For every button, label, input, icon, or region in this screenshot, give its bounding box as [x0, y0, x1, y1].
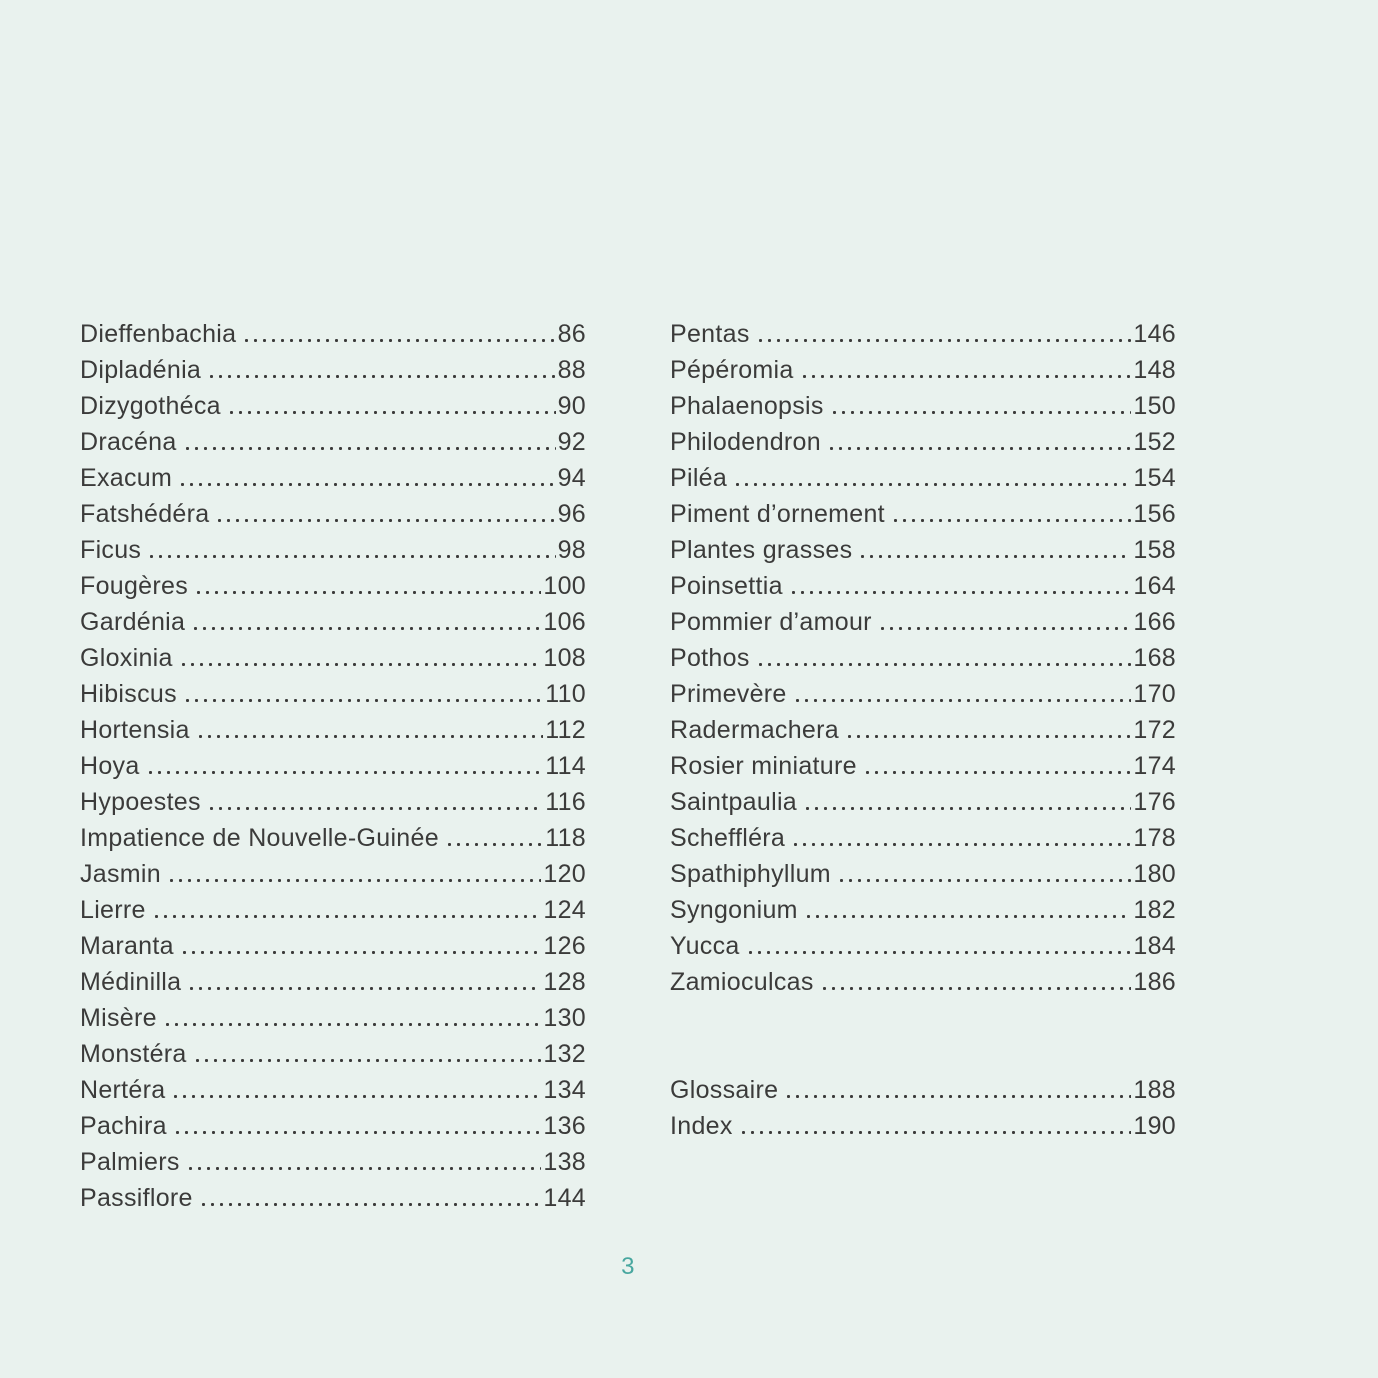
dot-leader: [174, 1095, 541, 1098]
dot-leader: [182, 663, 542, 666]
toc-entry: [80, 572, 586, 608]
dot-leader: [792, 591, 1132, 594]
toc-entry-label: Primevère: [670, 680, 787, 708]
toc-entry-page: 94: [557, 464, 586, 492]
toc-entry: [670, 1076, 1176, 1112]
dot-leader: [866, 771, 1132, 774]
dot-leader: [848, 735, 1131, 738]
toc-entry: [670, 860, 1176, 896]
toc-entry-page: 148: [1133, 356, 1176, 384]
dot-leader: [176, 1131, 542, 1134]
toc-entry: [670, 536, 1176, 572]
toc-entry-page: 96: [557, 500, 586, 528]
toc-entry-label: Scheffléra: [670, 824, 786, 852]
toc-entry-page: 158: [1133, 536, 1176, 564]
toc-entry-label: Phalaenopsis: [670, 392, 824, 420]
dot-leader: [759, 339, 1132, 342]
dot-leader: [183, 951, 542, 954]
dot-leader: [894, 519, 1131, 522]
toc-entry: [80, 788, 586, 824]
toc-entry-page: 124: [543, 896, 586, 924]
toc-entry-page: 92: [557, 428, 586, 456]
dot-leader: [197, 591, 541, 594]
toc-entry-label: Saintpaulia: [670, 788, 798, 816]
toc-entry: [80, 356, 586, 392]
toc-column-left: [80, 320, 586, 1220]
toc-entry: [670, 716, 1176, 752]
toc-entry: [80, 932, 586, 968]
toc-column-right: [670, 320, 1176, 1220]
toc-entry: [670, 752, 1176, 788]
toc-entry-page: 154: [1133, 464, 1176, 492]
toc-entry-label: Ficus: [80, 536, 142, 564]
dot-leader: [194, 627, 541, 630]
toc-entry-page: 168: [1133, 644, 1176, 672]
dot-leader: [166, 1023, 542, 1026]
toc-entry-label: Jasmin: [80, 860, 161, 888]
dot-leader: [186, 447, 556, 450]
toc-entry-page: 108: [543, 644, 586, 672]
dot-leader: [807, 915, 1132, 918]
toc-entry: [670, 320, 1176, 356]
toc-entry: [670, 896, 1176, 932]
dot-leader: [155, 915, 542, 918]
dot-leader: [190, 987, 541, 990]
toc-entry: [80, 752, 586, 788]
toc-entry-label: Pépéromia: [670, 356, 794, 384]
toc-content: [80, 320, 1176, 1220]
toc-entry-page: 128: [543, 968, 586, 996]
toc-entry-label: Spathiphyllum: [670, 860, 831, 888]
toc-entry-page: 180: [1133, 860, 1176, 888]
toc-entry-label: Pentas: [670, 320, 750, 348]
toc-entry-page: 184: [1133, 932, 1176, 960]
toc-entry: [80, 1112, 586, 1148]
toc-entry-page: 150: [1133, 392, 1176, 420]
dot-leader: [796, 699, 1132, 702]
dot-leader: [202, 1203, 542, 1206]
dot-leader: [218, 519, 555, 522]
dot-leader: [833, 411, 1132, 414]
toc-entry-page: 136: [543, 1112, 586, 1140]
toc-entry: [670, 500, 1176, 536]
toc-entry: [80, 680, 586, 716]
toc-entry-page: 178: [1133, 824, 1176, 852]
toc-right-entries: [670, 320, 1176, 1004]
toc-entry-label: Glossaire: [670, 1076, 779, 1104]
toc-entry-page: 118: [545, 824, 586, 852]
toc-entry-page: 130: [543, 1004, 586, 1032]
toc-entry-page: 100: [543, 572, 586, 600]
toc-entry-label: Dipladénia: [80, 356, 202, 384]
toc-entry-label: Passiflore: [80, 1184, 193, 1212]
toc-entry-label: Fatshédéra: [80, 500, 210, 528]
dot-leader: [448, 843, 543, 846]
toc-back-matter: [670, 1076, 1176, 1148]
dot-leader: [806, 807, 1131, 810]
toc-entry-label: Hoya: [80, 752, 140, 780]
toc-entry-label: Hypoestes: [80, 788, 201, 816]
toc-entry-label: Index: [670, 1112, 733, 1140]
toc-entry: [80, 824, 586, 860]
toc-entry-label: Pommier d’amour: [670, 608, 872, 636]
toc-entry-label: Syngonium: [670, 896, 798, 924]
toc-entry-label: Impatience de Nouvelle-Guinée: [80, 824, 439, 852]
toc-entry: [80, 860, 586, 896]
dot-leader: [749, 951, 1132, 954]
toc-entry-page: 176: [1133, 788, 1176, 816]
toc-entry-label: Dieffenbachia: [80, 320, 237, 348]
dot-leader: [186, 699, 543, 702]
toc-entry-page: 126: [543, 932, 586, 960]
toc-entry-page: 170: [1133, 680, 1176, 708]
toc-entry-page: 146: [1133, 320, 1176, 348]
toc-entry-page: 110: [545, 680, 586, 708]
toc-entry-page: 112: [545, 716, 586, 744]
toc-entry: [80, 1148, 586, 1184]
toc-entry-page: 114: [545, 752, 586, 780]
dot-leader: [736, 483, 1131, 486]
toc-entry-page: 182: [1133, 896, 1176, 924]
toc-entry: [80, 644, 586, 680]
toc-entry: [80, 1040, 586, 1076]
toc-entry: [670, 608, 1176, 644]
toc-entry-page: 166: [1133, 608, 1176, 636]
toc-entry-page: 138: [543, 1148, 586, 1176]
dot-leader: [245, 339, 555, 342]
toc-entry-label: Nertéra: [80, 1076, 166, 1104]
toc-entry: [670, 644, 1176, 680]
dot-leader: [794, 843, 1131, 846]
toc-entry-label: Gloxinia: [80, 644, 173, 672]
toc-entry-label: Exacum: [80, 464, 173, 492]
toc-entry-page: 188: [1133, 1076, 1176, 1104]
toc-entry-page: 98: [557, 536, 586, 564]
toc-entry: [670, 932, 1176, 968]
dot-leader: [787, 1095, 1131, 1098]
dot-leader: [742, 1131, 1132, 1134]
toc-entry: [670, 392, 1176, 428]
dot-leader: [199, 735, 544, 738]
toc-entry-page: 152: [1133, 428, 1176, 456]
dot-leader: [210, 375, 555, 378]
toc-entry-page: 174: [1133, 752, 1176, 780]
toc-entry: [80, 716, 586, 752]
toc-entry-label: Rosier miniature: [670, 752, 857, 780]
toc-entry: [80, 536, 586, 572]
toc-entry-label: Dracéna: [80, 428, 177, 456]
toc-entry-label: Lierre: [80, 896, 146, 924]
toc-entry-page: 144: [543, 1184, 586, 1212]
toc-entry-page: 164: [1133, 572, 1176, 600]
toc-entry: [670, 680, 1176, 716]
toc-entry: [670, 788, 1176, 824]
dot-leader: [861, 555, 1131, 558]
toc-entry-page: 190: [1133, 1112, 1176, 1140]
toc-entry-label: Fougères: [80, 572, 189, 600]
toc-entry-label: Palmiers: [80, 1148, 180, 1176]
toc-entry: [80, 320, 586, 356]
toc-entry: [80, 896, 586, 932]
toc-entry-label: Pachira: [80, 1112, 167, 1140]
toc-entry-page: 106: [543, 608, 586, 636]
toc-entry-label: Médinilla: [80, 968, 182, 996]
toc-entry-label: Philodendron: [670, 428, 821, 456]
toc-entry: [80, 464, 586, 500]
toc-entry: [670, 1112, 1176, 1148]
toc-entry-label: Yucca: [670, 932, 740, 960]
toc-entry-label: Maranta: [80, 932, 174, 960]
toc-entry: [670, 428, 1176, 464]
toc-entry-label: Dizygothéca: [80, 392, 221, 420]
toc-entry-page: 172: [1133, 716, 1176, 744]
toc-entry: [670, 968, 1176, 1004]
dot-leader: [759, 663, 1132, 666]
dot-leader: [803, 375, 1132, 378]
toc-entry-page: 116: [545, 788, 586, 816]
toc-entry: [670, 464, 1176, 500]
toc-entry-label: Hibiscus: [80, 680, 177, 708]
toc-entry: [670, 572, 1176, 608]
toc-entry-label: Zamioculcas: [670, 968, 814, 996]
dot-leader: [150, 555, 555, 558]
dot-leader: [196, 1059, 542, 1062]
toc-entry-label: Misère: [80, 1004, 157, 1032]
dot-leader: [210, 807, 543, 810]
toc-entry: [80, 968, 586, 1004]
toc-entry: [80, 428, 586, 464]
toc-entry-label: Piment d’ornement: [670, 500, 885, 528]
dot-leader: [840, 879, 1131, 882]
dot-leader: [170, 879, 541, 882]
toc-entry-page: 120: [543, 860, 586, 888]
dot-leader: [881, 627, 1132, 630]
toc-entry: [670, 356, 1176, 392]
toc-entry-page: 90: [557, 392, 586, 420]
toc-entry-page: 156: [1133, 500, 1176, 528]
toc-entry-label: Pothos: [670, 644, 750, 672]
toc-columns: [80, 320, 1176, 1220]
dot-leader: [181, 483, 555, 486]
toc-entry: [80, 500, 586, 536]
toc-entry-label: Plantes grasses: [670, 536, 853, 564]
page-number: 3: [621, 1253, 635, 1280]
dot-leader: [230, 411, 556, 414]
toc-entry-page: 186: [1133, 968, 1176, 996]
toc-entry-page: 88: [557, 356, 586, 384]
toc-entry-label: Poinsettia: [670, 572, 783, 600]
toc-entry: [80, 1004, 586, 1040]
toc-entry-page: 132: [543, 1040, 586, 1068]
toc-entry: [670, 824, 1176, 860]
toc-entry: [80, 392, 586, 428]
toc-entry-label: Piléa: [670, 464, 728, 492]
toc-entry: [80, 1076, 586, 1112]
toc-entry-label: Hortensia: [80, 716, 190, 744]
toc-entry: [80, 608, 586, 644]
toc-entry-page: 86: [557, 320, 586, 348]
dot-leader: [830, 447, 1131, 450]
toc-entry-page: 134: [543, 1076, 586, 1104]
toc-entry-label: Radermachera: [670, 716, 839, 744]
dot-leader: [823, 987, 1132, 990]
toc-entry: [80, 1184, 586, 1220]
dot-leader: [149, 771, 544, 774]
toc-entry-label: Gardénia: [80, 608, 186, 636]
dot-leader: [189, 1167, 542, 1170]
toc-entry-label: Monstéra: [80, 1040, 187, 1068]
